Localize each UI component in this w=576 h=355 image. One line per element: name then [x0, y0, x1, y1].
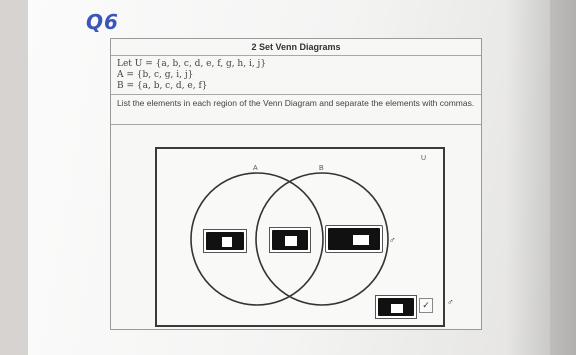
- answer-a-only[interactable]: [203, 229, 247, 253]
- answer-neither[interactable]: [375, 295, 417, 319]
- set-b-definition: B = {a, b, c, d, e, f}: [117, 81, 208, 91]
- set-a-definition: A = {b, c, g, i, j}: [117, 70, 194, 80]
- universal-label: U: [421, 155, 427, 162]
- author-icon: ♂: [389, 235, 396, 245]
- answer-b-only[interactable]: [325, 225, 383, 253]
- venn-universal-box: [155, 147, 445, 327]
- set-definitions: [111, 56, 481, 95]
- instructions: List the elements in each region of the Venn Diagram and separate the elements with commas.: [111, 95, 481, 125]
- correct-check-icon: ✓: [419, 298, 433, 313]
- venn-area: [111, 141, 481, 329]
- worksheet: [110, 38, 482, 330]
- set-b-label: B: [319, 165, 324, 172]
- worksheet-title: 2 Set Venn Diagrams: [111, 39, 481, 56]
- question-label: Q6: [86, 10, 119, 34]
- author-icon-2: ♂: [447, 297, 454, 307]
- set-a-label: A: [253, 165, 258, 172]
- answer-a-and-b[interactable]: [269, 227, 311, 253]
- shadow: [506, 0, 576, 355]
- universal-set-definition: Let U = {a, b, c, d, e, f, g, h, i, j}: [117, 59, 267, 69]
